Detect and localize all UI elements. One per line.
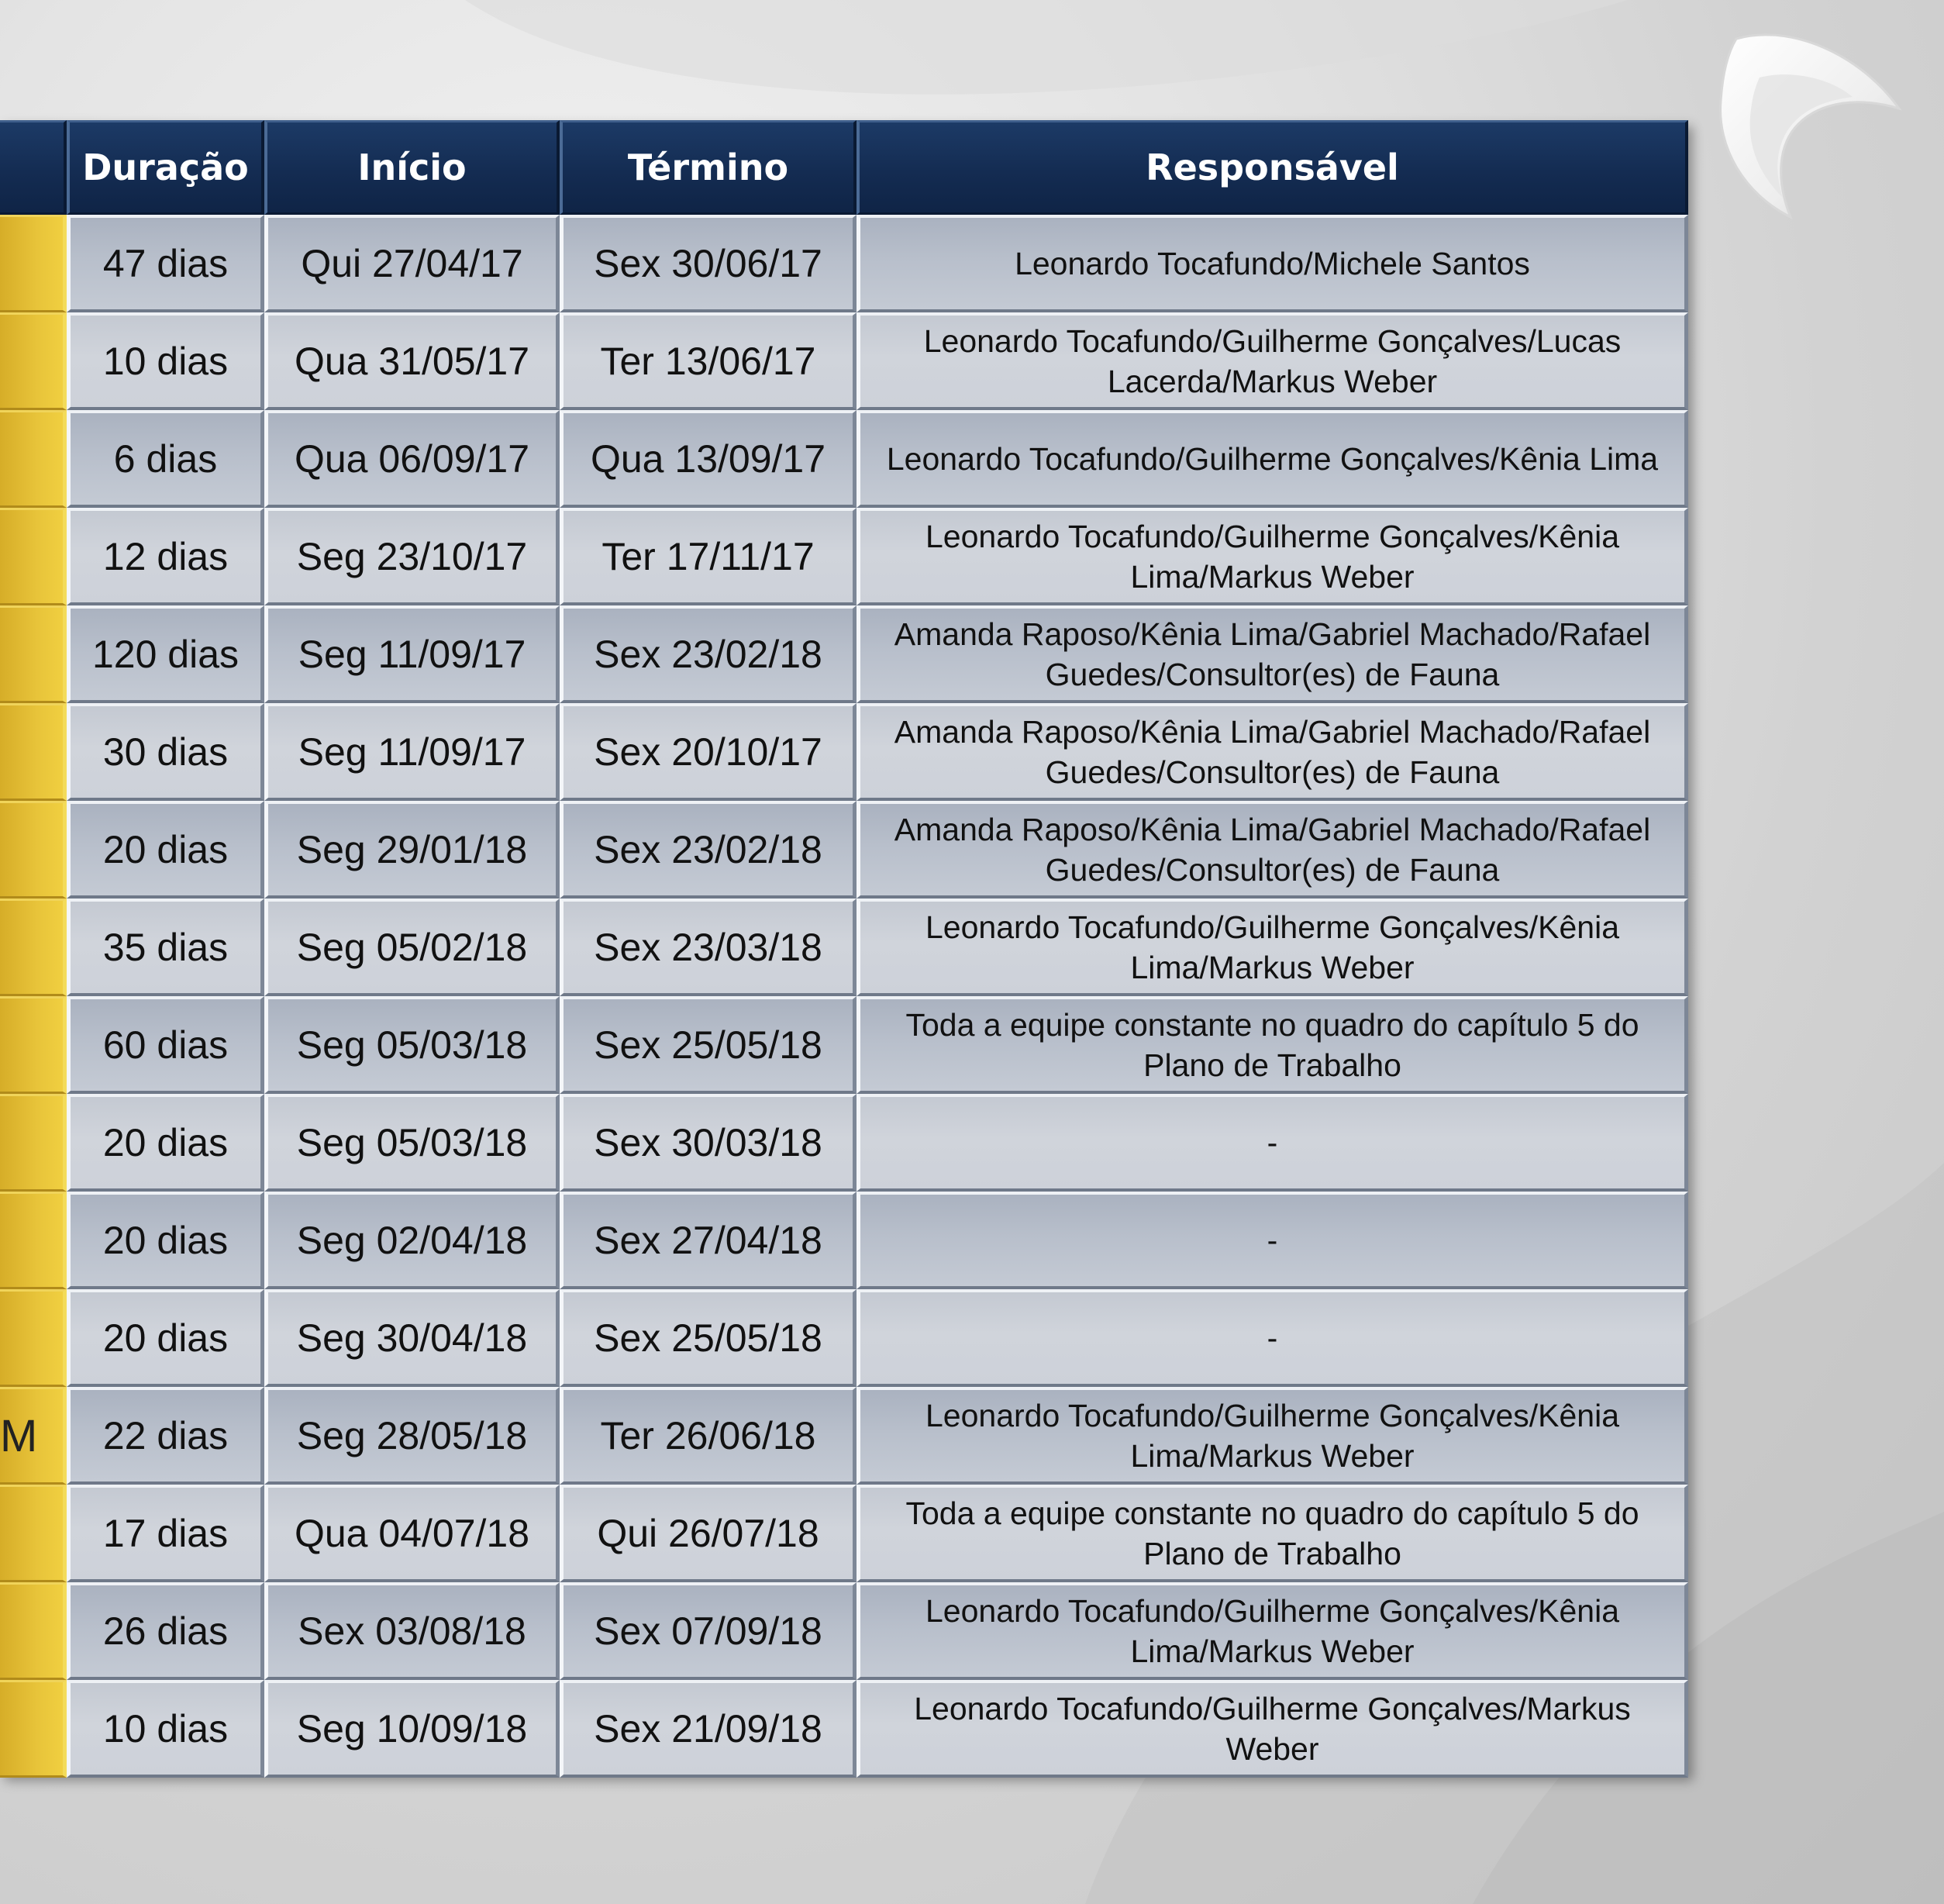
task-stub-cell: [0, 1582, 67, 1680]
duracao-cell: 6 dias: [67, 410, 264, 508]
termino-cell: Sex 21/09/18: [560, 1680, 857, 1778]
table-row: [0, 1582, 1688, 1680]
task-stub-cell: [0, 801, 67, 899]
termino-cell: Sex 23/03/18: [560, 899, 857, 996]
inicio-cell: Seg 23/10/17: [264, 508, 560, 605]
duracao-cell: 20 dias: [67, 1094, 264, 1192]
table-row: [0, 1094, 1688, 1192]
table-row: [0, 1289, 1688, 1387]
schedule-table-container: [0, 120, 1688, 1775]
termino-cell: Ter 13/06/17: [560, 312, 857, 410]
table-row: [0, 410, 1688, 508]
inicio-cell: Sex 03/08/18: [264, 1582, 560, 1680]
duracao-cell: 35 dias: [67, 899, 264, 996]
duracao-cell: 10 dias: [67, 1680, 264, 1778]
inicio-cell: Seg 05/03/18: [264, 996, 560, 1094]
header-termino: Término: [560, 120, 857, 215]
termino-cell: Sex 25/05/18: [560, 1289, 857, 1387]
inicio-cell: Seg 29/01/18: [264, 801, 560, 899]
responsavel-cell: Leonardo Tocafundo/Guilherme Gonçalves/Kênia Lima/Markus Weber: [857, 1387, 1688, 1485]
inicio-cell: Seg 05/02/18: [264, 899, 560, 996]
task-stub-cell: [0, 1094, 67, 1192]
responsavel-cell: Toda a equipe constante no quadro do capítulo 5 do Plano de Trabalho: [857, 1485, 1688, 1582]
task-stub-cell: [0, 508, 67, 605]
duracao-cell: 22 dias: [67, 1387, 264, 1485]
inicio-cell: Seg 11/09/17: [264, 703, 560, 801]
task-stub-cell: [0, 899, 67, 996]
termino-cell: Qua 13/09/17: [560, 410, 857, 508]
table-row: [0, 215, 1688, 312]
inicio-cell: Seg 28/05/18: [264, 1387, 560, 1485]
table-row: [0, 605, 1688, 703]
task-stub-cell: [0, 703, 67, 801]
inicio-cell: Qui 27/04/17: [264, 215, 560, 312]
duracao-cell: 17 dias: [67, 1485, 264, 1582]
task-stub-cell: [0, 1289, 67, 1387]
responsavel-cell: Amanda Raposo/Kênia Lima/Gabriel Machado/Rafael Guedes/Consultor(es) de Fauna: [857, 703, 1688, 801]
inicio-cell: Seg 05/03/18: [264, 1094, 560, 1192]
duracao-cell: 30 dias: [67, 703, 264, 801]
inicio-cell: Qua 31/05/17: [264, 312, 560, 410]
table-row: [0, 1485, 1688, 1582]
termino-cell: Qui 26/07/18: [560, 1485, 857, 1582]
duracao-cell: 60 dias: [67, 996, 264, 1094]
responsavel-cell: Leonardo Tocafundo/Guilherme Gonçalves/Kênia Lima/Markus Weber: [857, 508, 1688, 605]
termino-cell: Sex 20/10/17: [560, 703, 857, 801]
termino-cell: Sex 30/03/18: [560, 1094, 857, 1192]
duracao-cell: 26 dias: [67, 1582, 264, 1680]
termino-cell: Sex 30/06/17: [560, 215, 857, 312]
task-stub-cell: M: [0, 1387, 67, 1485]
task-stub-cell: [0, 410, 67, 508]
table-row: [0, 703, 1688, 801]
header-responsavel: Responsável: [857, 120, 1688, 215]
company-swoosh-logo-icon: [1705, 23, 1907, 233]
task-stub-cell: [0, 215, 67, 312]
responsavel-cell: Amanda Raposo/Kênia Lima/Gabriel Machado/Rafael Guedes/Consultor(es) de Fauna: [857, 801, 1688, 899]
inicio-cell: Qua 06/09/17: [264, 410, 560, 508]
duracao-cell: 47 dias: [67, 215, 264, 312]
task-stub-cell: [0, 312, 67, 410]
responsavel-cell: -: [857, 1289, 1688, 1387]
schedule-table: [0, 120, 1688, 1778]
responsavel-cell: Leonardo Tocafundo/Guilherme Gonçalves/Kênia Lima/Markus Weber: [857, 899, 1688, 996]
inicio-cell: Seg 02/04/18: [264, 1192, 560, 1289]
termino-cell: Sex 07/09/18: [560, 1582, 857, 1680]
task-stub-cell: [0, 1680, 67, 1778]
responsavel-cell: Leonardo Tocafundo/Guilherme Gonçalves/Markus Weber: [857, 1680, 1688, 1778]
header-task-stub: [0, 120, 67, 215]
table-row: [0, 1387, 1688, 1485]
table-row: [0, 899, 1688, 996]
duracao-cell: 20 dias: [67, 1192, 264, 1289]
responsavel-cell: Toda a equipe constante no quadro do capítulo 5 do Plano de Trabalho: [857, 996, 1688, 1094]
task-stub-cell: [0, 1485, 67, 1582]
termino-cell: Sex 23/02/18: [560, 801, 857, 899]
table-row: [0, 996, 1688, 1094]
duracao-cell: 12 dias: [67, 508, 264, 605]
responsavel-cell: -: [857, 1192, 1688, 1289]
inicio-cell: Qua 04/07/18: [264, 1485, 560, 1582]
responsavel-cell: Leonardo Tocafundo/Guilherme Gonçalves/Kênia Lima/Markus Weber: [857, 1582, 1688, 1680]
termino-cell: Ter 17/11/17: [560, 508, 857, 605]
responsavel-cell: Amanda Raposo/Kênia Lima/Gabriel Machado/Rafael Guedes/Consultor(es) de Fauna: [857, 605, 1688, 703]
task-stub-cell: [0, 1192, 67, 1289]
table-row: [0, 508, 1688, 605]
duracao-cell: 20 dias: [67, 1289, 264, 1387]
task-stub-cell: [0, 996, 67, 1094]
table-header-row: [0, 120, 1688, 215]
table-row: [0, 312, 1688, 410]
task-stub-cell: [0, 605, 67, 703]
responsavel-cell: -: [857, 1094, 1688, 1192]
inicio-cell: Seg 30/04/18: [264, 1289, 560, 1387]
header-duracao: Duração: [67, 120, 264, 215]
duracao-cell: 120 dias: [67, 605, 264, 703]
termino-cell: Ter 26/06/18: [560, 1387, 857, 1485]
inicio-cell: Seg 11/09/17: [264, 605, 560, 703]
termino-cell: Sex 25/05/18: [560, 996, 857, 1094]
inicio-cell: Seg 10/09/18: [264, 1680, 560, 1778]
responsavel-cell: Leonardo Tocafundo/Guilherme Gonçalves/Lucas Lacerda/Markus Weber: [857, 312, 1688, 410]
table-row: [0, 801, 1688, 899]
termino-cell: Sex 23/02/18: [560, 605, 857, 703]
termino-cell: Sex 27/04/18: [560, 1192, 857, 1289]
table-row: [0, 1192, 1688, 1289]
responsavel-cell: Leonardo Tocafundo/Guilherme Gonçalves/Kênia Lima: [857, 410, 1688, 508]
header-inicio: Início: [264, 120, 560, 215]
table-row: [0, 1680, 1688, 1778]
duracao-cell: 20 dias: [67, 801, 264, 899]
responsavel-cell: Leonardo Tocafundo/Michele Santos: [857, 215, 1688, 312]
duracao-cell: 10 dias: [67, 312, 264, 410]
